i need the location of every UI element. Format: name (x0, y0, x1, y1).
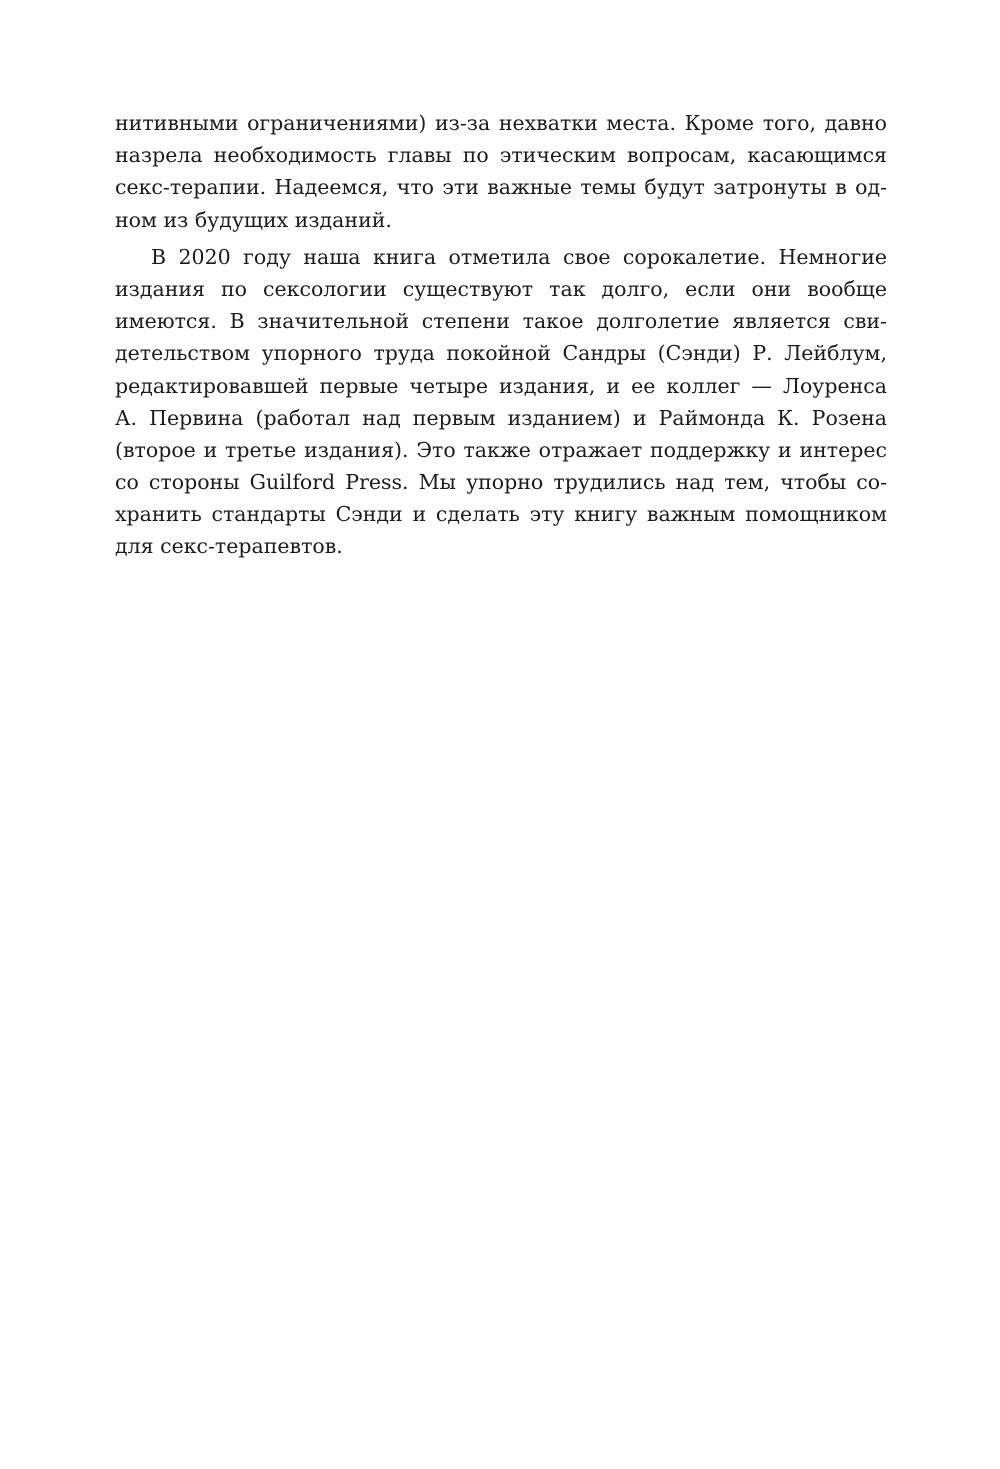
text-line: секс-терапии. Надеемся, что эти важные темы будут затронуты в од- (115, 175, 887, 200)
text-line: (второе и третье издания). Это также отражает поддержку и интерес (115, 437, 887, 462)
text-line: имеются. В значительной степени такое долголетие является сви- (115, 309, 887, 334)
text-line: детельством упорного труда покойной Сандры (Сэнди) Р. Лейблум, (115, 341, 887, 366)
text-line: А. Первина (работал над первым изданием) и Раймонда К. Розена (115, 405, 887, 430)
paragraph (115, 241, 887, 563)
text-line: ном из будущих изданий. (115, 207, 392, 232)
text-line: нитивными ограничениями) из-за нехватки места. Кроме того, давно (115, 111, 887, 135)
text-line: В 2020 году наша книга отметила свое сорокалетие. Немногие (151, 244, 887, 269)
body-text (115, 107, 887, 563)
text-line: хранить стандарты Сэнди и сделать эту книгу важным помощником (115, 502, 887, 527)
text-line: со стороны Guilford Press. Мы упорно трудились над тем, чтобы со- (115, 470, 887, 495)
paragraph-continued (115, 107, 887, 236)
text-line: издания по сексологии существуют так долго, если они вообще (115, 276, 887, 301)
text-line: назрела необходимость главы по этическим вопросам, касающимся (115, 143, 887, 168)
text-line: редактировавшей первые четыре издания, и ее коллег — Лоуренса (115, 373, 887, 398)
text-line: для секс-терапевтов. (115, 534, 343, 559)
